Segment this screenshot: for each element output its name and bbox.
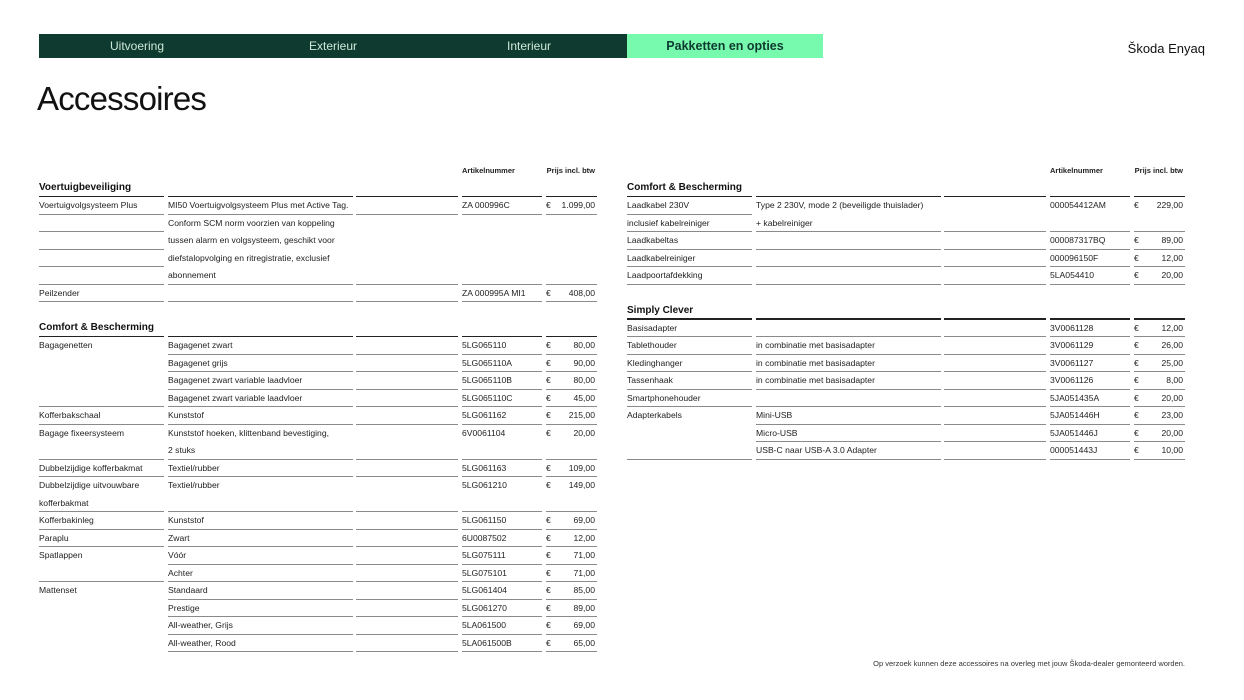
brand-model-name: Škoda Enyaq	[1127, 41, 1205, 56]
table-row	[39, 197, 597, 215]
accessory-description: Standaard	[168, 585, 208, 595]
accessory-name: Kofferbakinleg	[39, 515, 94, 525]
accessory-description: Type 2 230V, mode 2 (beveiligde thuislader)	[756, 200, 924, 210]
currency-symbol: €	[546, 637, 551, 648]
row-divider	[944, 284, 1046, 285]
article-number: 5LG061162	[462, 410, 507, 420]
section-header	[627, 180, 1185, 197]
tab-exterieur[interactable]: Exterieur	[235, 34, 431, 58]
accessory-name: Voertuigvolgsysteem Plus	[39, 200, 138, 210]
price: 23,00	[1161, 410, 1183, 420]
currency-symbol: €	[546, 515, 551, 525]
currency-symbol: €	[546, 287, 551, 298]
price: 89,00	[573, 602, 595, 613]
table-row	[39, 355, 597, 373]
price: 408,00	[568, 287, 595, 298]
table-row	[627, 355, 1185, 373]
currency-symbol: €	[546, 602, 551, 613]
accessory-description: abonnement	[168, 270, 216, 280]
price: 149,00	[568, 480, 595, 490]
price-header: Prijs incl. btw	[546, 166, 595, 175]
accessory-name: Tassenhaak	[627, 375, 673, 385]
accessory-name: Laadkabeltas	[627, 235, 679, 245]
accessory-name: Kledinghanger	[627, 357, 683, 368]
page-title: Accessoires	[37, 80, 207, 117]
price: 69,00	[573, 515, 595, 525]
accessory-description: tussen alarm en volgsysteem, geschikt voor	[168, 235, 335, 245]
article-number-header: Artikelnummer	[1050, 166, 1103, 175]
accessory-description: Mini-USB	[756, 410, 793, 420]
currency-symbol: €	[546, 532, 551, 543]
row-divider	[944, 459, 1046, 460]
section-title: Comfort & Bescherming	[39, 322, 155, 333]
row-divider	[756, 284, 941, 285]
article-number: 000054412AM	[1050, 200, 1106, 210]
row-divider	[1134, 459, 1185, 460]
row-divider	[546, 651, 597, 652]
table-header	[39, 160, 597, 180]
article-number: 5LG075111	[462, 550, 506, 560]
row-divider	[356, 301, 458, 302]
price: 12,00	[573, 532, 595, 543]
table-row	[39, 600, 597, 618]
accessory-name: Kofferbakschaal	[39, 410, 101, 420]
table-row	[627, 407, 1185, 425]
accessory-name: Bagagenetten	[39, 340, 93, 350]
article-number: 5LG065110	[462, 340, 507, 350]
currency-symbol: €	[1134, 445, 1139, 455]
table-row	[627, 215, 1185, 233]
footnote: Op verzoek kunnen deze accessoires na overleg met jouw Škoda-dealer gemonteerd worden.	[873, 659, 1185, 668]
table-row	[39, 372, 597, 390]
row-divider	[168, 651, 353, 652]
accessory-description: Achter	[168, 567, 193, 578]
accessory-name: inclusief kabelreiniger	[627, 217, 710, 228]
table-row	[39, 442, 597, 460]
accessory-description: Conform SCM norm voorzien van koppeling	[168, 217, 335, 228]
table-row	[39, 250, 597, 268]
price: 26,00	[1161, 340, 1183, 350]
accessory-name: Laadpoortafdekking	[627, 270, 703, 280]
currency-symbol: €	[546, 620, 551, 630]
accessory-description: + kabelreiniger	[756, 217, 813, 228]
row-divider	[356, 651, 458, 652]
currency-symbol: €	[546, 410, 551, 420]
table-row	[39, 425, 597, 443]
article-number: 5LG061210	[462, 480, 507, 490]
accessory-description: MI50 Voertuigvolgsysteem Plus met Active Tag.	[168, 200, 349, 210]
row-divider	[39, 301, 164, 302]
currency-symbol: €	[546, 200, 551, 210]
accessory-name: Laadkabel 230V	[627, 200, 690, 210]
table-row	[627, 267, 1185, 285]
table-row	[627, 372, 1185, 390]
accessory-name: Tablethouder	[627, 340, 677, 350]
accessory-description: Bagagenet zwart variable laadvloer	[168, 375, 303, 385]
article-number: 5LA061500B	[462, 637, 512, 648]
currency-symbol: €	[546, 585, 551, 595]
accessory-description: All-weather, Grijs	[168, 620, 233, 630]
accessory-description: Textiel/rubber	[168, 480, 220, 490]
table-row	[39, 617, 597, 635]
currency-symbol: €	[1134, 357, 1139, 368]
price: 109,00	[568, 462, 595, 473]
currency-symbol: €	[1134, 375, 1139, 385]
article-number: 000096150F	[1050, 252, 1099, 263]
table-row	[627, 425, 1185, 443]
accessory-name: Paraplu	[39, 532, 69, 543]
price: 1.099,00	[561, 200, 595, 210]
accessories-table-right	[627, 160, 1185, 460]
price: 12,00	[1161, 252, 1183, 263]
accessory-description: All-weather, Rood	[168, 637, 236, 648]
row-divider	[462, 301, 542, 302]
currency-symbol: €	[546, 462, 551, 473]
currency-symbol: €	[1134, 427, 1139, 438]
tab-pakketten-en-opties[interactable]: Pakketten en opties	[627, 34, 823, 58]
accessory-name: kofferbakmat	[39, 497, 89, 508]
accessory-name: Peilzender	[39, 287, 80, 298]
accessory-description: diefstalopvolging en ritregistratie, exclusief	[168, 252, 330, 263]
table-row	[39, 215, 597, 233]
article-number: 5LG065110B	[462, 375, 513, 385]
table-row	[39, 285, 597, 303]
price: 20,00	[1161, 270, 1183, 280]
row-divider	[1050, 284, 1130, 285]
table-header	[627, 160, 1185, 180]
article-number: 3V0061127	[1050, 357, 1094, 368]
accessory-description: 2 stuks	[168, 445, 196, 455]
row-divider	[627, 284, 752, 285]
accessories-table-left	[39, 160, 597, 652]
accessory-description: Bagagenet grijs	[168, 357, 228, 368]
accessory-name: Dubbelzijdige kofferbakmat	[39, 462, 143, 473]
price: 89,00	[1161, 235, 1183, 245]
currency-symbol: €	[1134, 340, 1139, 350]
article-number: 5LG061150	[462, 515, 507, 525]
row-divider	[1134, 284, 1185, 285]
article-number: 6U0087502	[462, 532, 507, 543]
price: 25,00	[1161, 357, 1183, 368]
currency-symbol: €	[1134, 392, 1139, 403]
article-number: 3V0061128	[1050, 322, 1094, 333]
table-row	[39, 337, 597, 355]
accessory-description: Zwart	[168, 532, 190, 543]
currency-symbol: €	[1134, 270, 1139, 280]
table-row	[627, 390, 1185, 408]
article-number: 5LG061404	[462, 585, 507, 595]
table-row	[39, 460, 597, 478]
table-row	[39, 582, 597, 600]
accessory-description: Prestige	[168, 602, 200, 613]
accessory-name: Laadkabelreiniger	[627, 252, 696, 263]
article-number: 5JA051446H	[1050, 410, 1100, 420]
accessory-name: Adapterkabels	[627, 410, 682, 420]
currency-symbol: €	[1134, 200, 1139, 210]
section-title: Comfort & Bescherming	[627, 182, 743, 193]
accessory-name: Basisadapter	[627, 322, 678, 333]
article-number: 3V0061129	[1050, 340, 1094, 350]
price: 85,00	[573, 585, 595, 595]
accessory-description: Kunststof	[168, 410, 204, 420]
currency-symbol: €	[1134, 410, 1139, 420]
currency-symbol: €	[1134, 235, 1139, 245]
accessory-name: Bagage fixeersysteem	[39, 427, 125, 438]
price: 20,00	[1161, 392, 1183, 403]
accessory-name: Dubbelzijdige uitvouwbare	[39, 480, 140, 490]
accessory-description: Bagagenet zwart variable laadvloer	[168, 392, 303, 403]
price: 12,00	[1161, 322, 1183, 333]
table-row	[39, 565, 597, 583]
article-number: ZA 000996C	[462, 200, 510, 210]
article-number-header: Artikelnummer	[462, 166, 515, 175]
accessory-description: in combinatie met basisadapter	[756, 340, 875, 350]
article-number: 5LA054410	[1050, 270, 1094, 280]
currency-symbol: €	[546, 340, 551, 350]
article-number: ZA 000995A MI1	[462, 287, 526, 298]
article-number: 5LA061500	[462, 620, 506, 630]
row-divider	[756, 459, 941, 460]
accessory-description: Kunststof	[168, 515, 204, 525]
accessory-name: Mattenset	[39, 585, 77, 595]
currency-symbol: €	[1134, 322, 1139, 333]
table-row	[39, 407, 597, 425]
article-number: 5LG061270	[462, 602, 507, 613]
price: 69,00	[573, 620, 595, 630]
currency-symbol: €	[546, 357, 551, 368]
table-row	[39, 390, 597, 408]
price: 215,00	[568, 410, 595, 420]
price: 71,00	[573, 550, 595, 560]
section-tabs	[39, 34, 823, 58]
table-row	[627, 442, 1185, 460]
accessory-description: Vóór	[168, 550, 187, 560]
article-number: 6V0061104	[462, 427, 506, 438]
section-title: Voertuigbeveiliging	[39, 182, 132, 193]
article-number: 5LG061163	[462, 462, 507, 473]
row-divider	[462, 651, 542, 652]
currency-symbol: €	[1134, 252, 1139, 263]
article-number: 5LG065110C	[462, 392, 513, 403]
price: 71,00	[573, 567, 595, 578]
table-row	[39, 635, 597, 653]
price: 80,00	[573, 340, 595, 350]
tab-interieur[interactable]: Interieur	[431, 34, 627, 58]
currency-symbol: €	[546, 480, 551, 490]
row-divider	[627, 459, 752, 460]
accessory-description: Kunststof hoeken, klittenband bevestiging,	[168, 427, 330, 438]
section-header	[39, 180, 597, 197]
accessory-description: in combinatie met basisadapter	[756, 375, 875, 385]
table-row	[39, 495, 597, 513]
price: 10,00	[1161, 445, 1183, 455]
article-number: 5LG065110A	[462, 357, 513, 368]
table-row	[627, 232, 1185, 250]
price: 80,00	[573, 375, 595, 385]
accessory-name: Smartphonehouder	[627, 392, 701, 403]
section-header	[627, 303, 1185, 320]
accessory-description: in combinatie met basisadapter	[756, 357, 875, 368]
article-number: 000051443J	[1050, 445, 1098, 455]
section-title: Simply Clever	[627, 304, 694, 316]
price: 8,00	[1166, 375, 1183, 385]
article-number: 5JA051446J	[1050, 427, 1098, 438]
currency-symbol: €	[546, 375, 551, 385]
table-row	[39, 530, 597, 548]
row-divider	[1050, 459, 1130, 460]
price: 90,00	[573, 357, 595, 368]
currency-symbol: €	[546, 392, 551, 403]
table-row	[627, 197, 1185, 215]
table-row	[627, 320, 1185, 338]
currency-symbol: €	[546, 550, 551, 560]
tab-uitvoering[interactable]: Uitvoering	[39, 34, 235, 58]
table-row	[39, 477, 597, 495]
article-number: 5JA051435A	[1050, 392, 1100, 403]
accessory-description: Micro-USB	[756, 427, 798, 438]
price: 65,00	[573, 637, 595, 648]
article-number: 5LG075101	[462, 567, 507, 578]
table-row	[627, 250, 1185, 268]
price: 20,00	[1161, 427, 1183, 438]
price: 20,00	[573, 427, 595, 438]
table-row	[39, 267, 597, 285]
table-row	[39, 512, 597, 530]
price: 229,00	[1156, 200, 1183, 210]
row-divider	[168, 301, 353, 302]
article-number: 000087317BQ	[1050, 235, 1106, 245]
article-number: 3V0061126	[1050, 375, 1094, 385]
accessory-description: USB-C naar USB-A 3.0 Adapter	[756, 445, 877, 455]
price-header: Prijs incl. btw	[1134, 166, 1183, 175]
accessory-description: Bagagenet zwart	[168, 340, 233, 350]
currency-symbol: €	[546, 427, 551, 438]
section-header	[39, 320, 597, 337]
table-row	[39, 547, 597, 565]
accessory-name: Spatlappen	[39, 550, 83, 560]
row-divider	[546, 301, 597, 302]
table-row	[39, 232, 597, 250]
accessory-description: Textiel/rubber	[168, 462, 220, 473]
currency-symbol: €	[546, 567, 551, 578]
price: 45,00	[573, 392, 595, 403]
table-row	[627, 337, 1185, 355]
